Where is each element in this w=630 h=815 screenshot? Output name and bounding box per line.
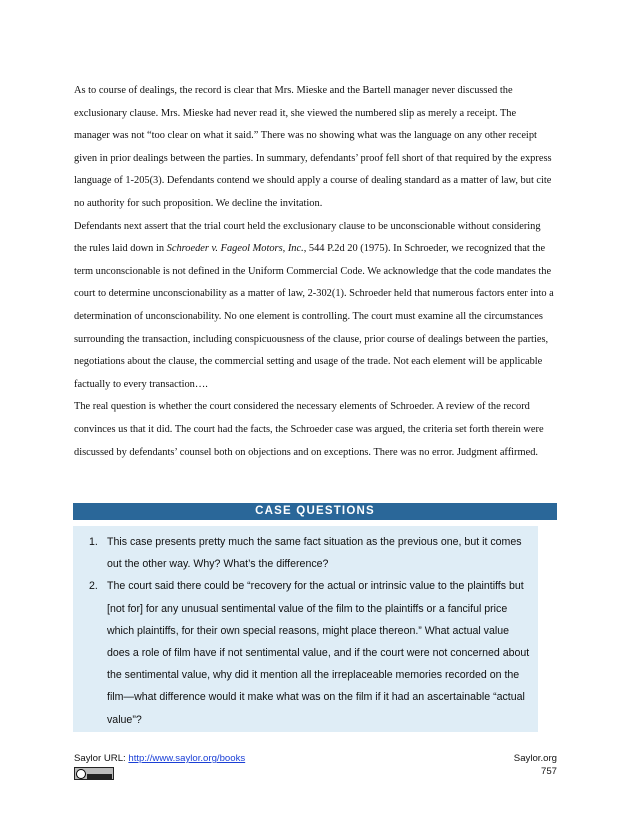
question-text: This case presents pretty much the same fact situation as the previous one, but it comes out the other way. Why? What’s the difference?: [107, 536, 522, 571]
paragraph-text: Defendants next assert that the trial court held the exclusionary clause to be unconscionable without considering the rules laid down in: [74, 220, 541, 255]
cc-circle-icon: [76, 769, 86, 779]
paragraph-course-of-dealings: As to course of dealings, the record is clear that Mrs. Mieske and the Bartell manager never discussed the exclusionary clause. Mrs. Mieske had never read it, she viewed the numbered slip as merely a receipt. The manager was not “too clear on what it said.” There was no showing what was the language on any other receipt given in prior dealings between the parties. In summary, defendants’ proof fell short of that required by the express language of 1-205(3). Defendants contend we should apply a course of dealing standard as a matter of law, but cite no authority for such proposition. We decline the invitation.: [74, 85, 552, 209]
question-number: 1.: [89, 536, 98, 548]
saylor-books-link[interactable]: http://www.saylor.org/books: [128, 753, 246, 764]
document-body: [74, 80, 554, 464]
footer-page-info: [514, 752, 557, 778]
case-questions-list: [73, 526, 538, 731]
creative-commons-icon[interactable]: [74, 767, 114, 780]
license-terms-icon: [87, 774, 112, 779]
list-item: [89, 575, 530, 730]
paragraph-unconscionability: [74, 216, 554, 397]
footer-site: Saylor.org: [513, 753, 557, 764]
footer-url-label: Saylor URL:: [74, 753, 129, 764]
question-text: The court said there could be “recovery for the actual or intrinsic value to the plaintiffs but [not for] for any unusual sentimental value of the film to the plaintiffs or a fanciful price which plaintiffs, for their own special reasons, might place thereon.” What actual value does a role of film have if not sentimental value, and if the court were not concerned about the sentimental value, why did it mention all the irreplaceable memories recorded on the film—what difference would it make what was on the film if it had an ascertainable “actual value”?: [107, 580, 530, 726]
paragraph-text: , 544 P.2d 20 (1975). In Schroeder, we recognized that the term unconscionable is not defined in the Uniform Commercial Code. We acknowledge that the code mandates the court to determine unconscionability as a matter of law, 2-302(1). Schroeder held that numerous factors enter into a determination of unconscionability. No one element is controlling. The court must examine all the circumstances surrounding the transaction, including conspicuousness of the clause, prior course of dealings between the parties, negotiations about the clause, the commercial setting and usage of the trade. Not each element will be applicable factually to every transaction….: [74, 243, 554, 390]
paragraph-judgment: The real question is whether the court considered the necessary elements of Schroeder. A review of the record convinces us that it did. The court had the facts, the Schroeder case was argued, the criteria set forth therein were discussed by defendants’ counsel both on objections and on exceptions. There was no error. Judgment affirmed.: [74, 401, 544, 458]
page-number: 757: [540, 766, 557, 777]
footer-source: [74, 752, 245, 765]
list-item: [89, 531, 530, 575]
case-questions-header: CASE QUESTIONS: [73, 503, 557, 520]
question-number: 2.: [89, 580, 98, 593]
case-questions-box: [73, 526, 538, 732]
case-citation: Schroeder v. Fageol Motors, Inc.: [166, 243, 304, 255]
